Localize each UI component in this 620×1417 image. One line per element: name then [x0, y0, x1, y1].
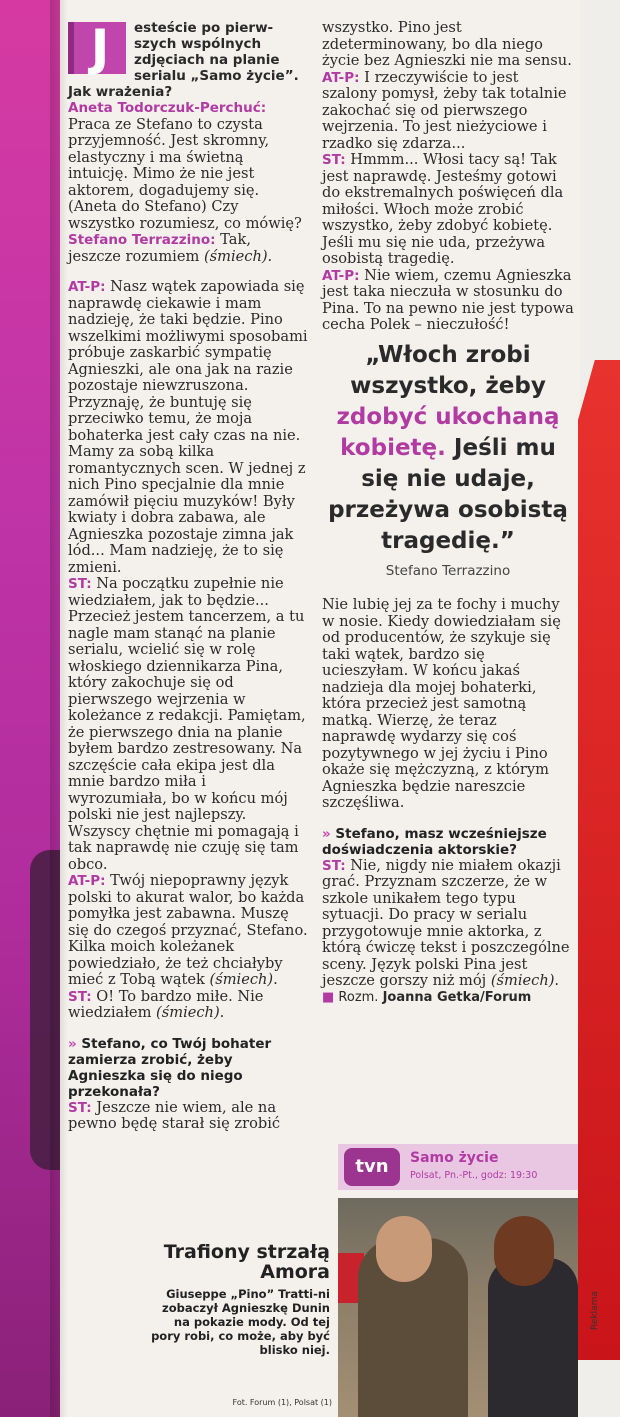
answer-3: ST: Nie, nigdy nie miałem okazji grać. Przyznam szczerze, że w szkole unikałem tego typu sytuacji. Do pracy w serialu przygotowuje mnie aktorka, z którą ćwiczę tekst i poszczególne sceny. Język polski Pina jest jeszcze gorszy niż mój (śmiech). [322, 856, 570, 989]
tv-schedule: Polsat, Pn.-Pt., godz: 19:30 [410, 1170, 538, 1181]
intro-block [68, 20, 308, 100]
left-turn: ST: Na początku zupełnie nie wiedziałem, jak to będzie... Przecież jestem tancerzem, a tu nagle mam stanąć na planie serialu, wcielić się w rolę włoskiego dziennikarza Pina, który zakochuje się od pierwszego wejrzenia w koleżance z redakcji. Pamiętam, że pierwszego dnia na planie byłem bardzo zestresowany. Na szczęście cała ekipa jest dla mnie bardzo miła i wyrozumiała, bo w końcu mój polski nie jest najlepszy. Wszyscy chętnie mi pomagają i tak naprawdę nie czuję się tam obco. [68, 575, 306, 873]
photo-man-head [376, 1216, 432, 1282]
photo-credit: Fot. Forum (1), Polsat (1) [232, 1398, 332, 1407]
caption-title: Trafiony strzałą Amora [163, 1241, 330, 1283]
paragraph-mid: Nie lubię jej za te fochy i muchy w nosie. Kiedy dowiedziałam się od producentów, że szykuje się taki wątek, bardzo się ucieszyłam. W końcu jakaś nadzieja dla mojej bohaterki, która przecież jest samotną matką. Wierzę, że teraz naprawdę wydarzy się coś pozytywnego w jej życiu i Pino okaże się mężczyzną, z którym Agnieszka będzie nareszcie szczęśliwa. [322, 596, 561, 811]
speaker-label: AT-P: [68, 873, 106, 889]
answer-2: ST: Jeszcze nie wiem, ale na pewno będę starał się zrobić [68, 1098, 281, 1132]
dialogue-left [68, 100, 308, 1022]
speaker-label: Stefano Terrazzino: [68, 232, 216, 248]
right-turn: AT-P: Nie wiem, czemu Agnieszka jest taka nieczuła w stosunku do Pina. To na pewno nie jest typowa cecha Polek – nieczułość! [322, 266, 574, 333]
dialogue-right [322, 20, 574, 334]
article-photo [338, 1198, 578, 1417]
question-3: » Stefano, masz wcześniejsze doświadczenia aktorskie? [322, 825, 547, 858]
drop-cap: J [68, 22, 126, 74]
right-turn: wszystko. Pino jest zdeterminowany, bo dla niego życie bez Agnieszki nie ma sensu. [322, 19, 572, 69]
speaker-label: ST: [322, 152, 346, 168]
article-column-right [322, 20, 574, 1006]
tvn-logo: tvn [344, 1148, 400, 1186]
advert-label: Reklama [590, 1291, 600, 1330]
intro-question: esteście po pierw-szych wspólnych zdjęciach na planie serialu „Samo życie”. Jak wrażenia? [68, 20, 299, 100]
pull-quote: „Włoch zrobi wszystko, żeby zdobyć ukochaną kobietę. Jeśli mu się nie udaje, przeżywa osobistą tragedię.” [328, 341, 568, 554]
right-turn: ST: Hmmm... Włosi tacy są! Tak jest naprawdę. Jesteśmy gotowi do ekstremalnych poświęceń dla miłości. Włoch może zrobić wszystko, żeby zdobyć kobietę. Jeśli mu się nie uda, przeżywa osobistą tragedię. [322, 151, 564, 267]
left-turn: ST: O! To bardzo miłe. Nie wiedziałem (śmiech). [68, 987, 264, 1021]
left-turn: Aneta Todorczuk-Perchuć: Praca ze Stefano to czysta przyjemność. Jest skromny, elastyczny i ma świetną intuicję. Mimo że nie jest aktorem, dogadujemy się. (Aneta do Stefano) Czy wszystko rozumiesz, co mówię? [68, 100, 302, 232]
byline: ■ Rozm. Joanna Getka/Forum [322, 989, 532, 1005]
pull-quote-author: Stefano Terrazzino [385, 562, 511, 579]
left-turn: Stefano Terrazzino: Tak, jeszcze rozumiem (śmiech). [68, 231, 273, 265]
speaker-label: Aneta Todorczuk-Perchuć: [68, 100, 267, 116]
left-turn: AT-P: Nasz wątek zapowiada się naprawdę ciekawie i mam nadzieję, że taki będzie. Pino wszelkimi możliwymi sposobami próbuje zaskarbić sympatię Agnieszki, ale ona jak na razie pozostaje niewzruszona. Przyznaję, że buntuję się przeciwko temu, że moja bohaterka jest cały czas na nie. Mamy za sobą kilka romantycznych scen. W jednej z nich Pino specjalnie dla mnie zamówił pięciu muzyków! Były kwiaty i dobra zabawa, ale Agnieszka pozostaje zimna jak lód... Mam nadzieję, że to się zmieni. [68, 278, 308, 576]
red-decoration [578, 360, 620, 1360]
speaker-label: AT-P: [322, 69, 360, 86]
left-turn: AT-P: Twój niepoprawny język polski to akurat walor, bo każda pomyłka jest zabawna. Muszę się do czegoś przyznać, Stefano. Kilka moich koleżanek powiedziało, że też chciałyby mieć z Tobą wątek (śmiech). [68, 872, 308, 988]
caption-body: Giuseppe „Pino” Tratti-ni zobaczył Agnieszkę Dunin na pokazie mody. Od tej pory robi, co może, aby być blisko niej. [151, 1287, 330, 1357]
speaker-label: AT-P: [68, 279, 106, 295]
photo-woman-head [494, 1216, 554, 1286]
speaker-label: ST: [68, 576, 92, 592]
question-2: » Stefano, co Twój bohater zamierza zrobić, żeby Agnieszka się do niego przekonała? [68, 1035, 272, 1100]
right-turn: AT-P: I rzeczywiście to jest szalony pomysł, żeby tak totalnie zakochać się od pierwszego wejrzenia. To jest nieżyciowe i rzadko się zdarza... [322, 68, 567, 152]
paper-edge-shadow [50, 0, 68, 1417]
article-column-left [68, 20, 308, 1133]
speaker-label: AT-P: [322, 267, 360, 284]
speaker-label: ST: [68, 988, 92, 1005]
tv-info-box [338, 1144, 578, 1190]
tv-show-title: Samo życie [410, 1150, 499, 1166]
